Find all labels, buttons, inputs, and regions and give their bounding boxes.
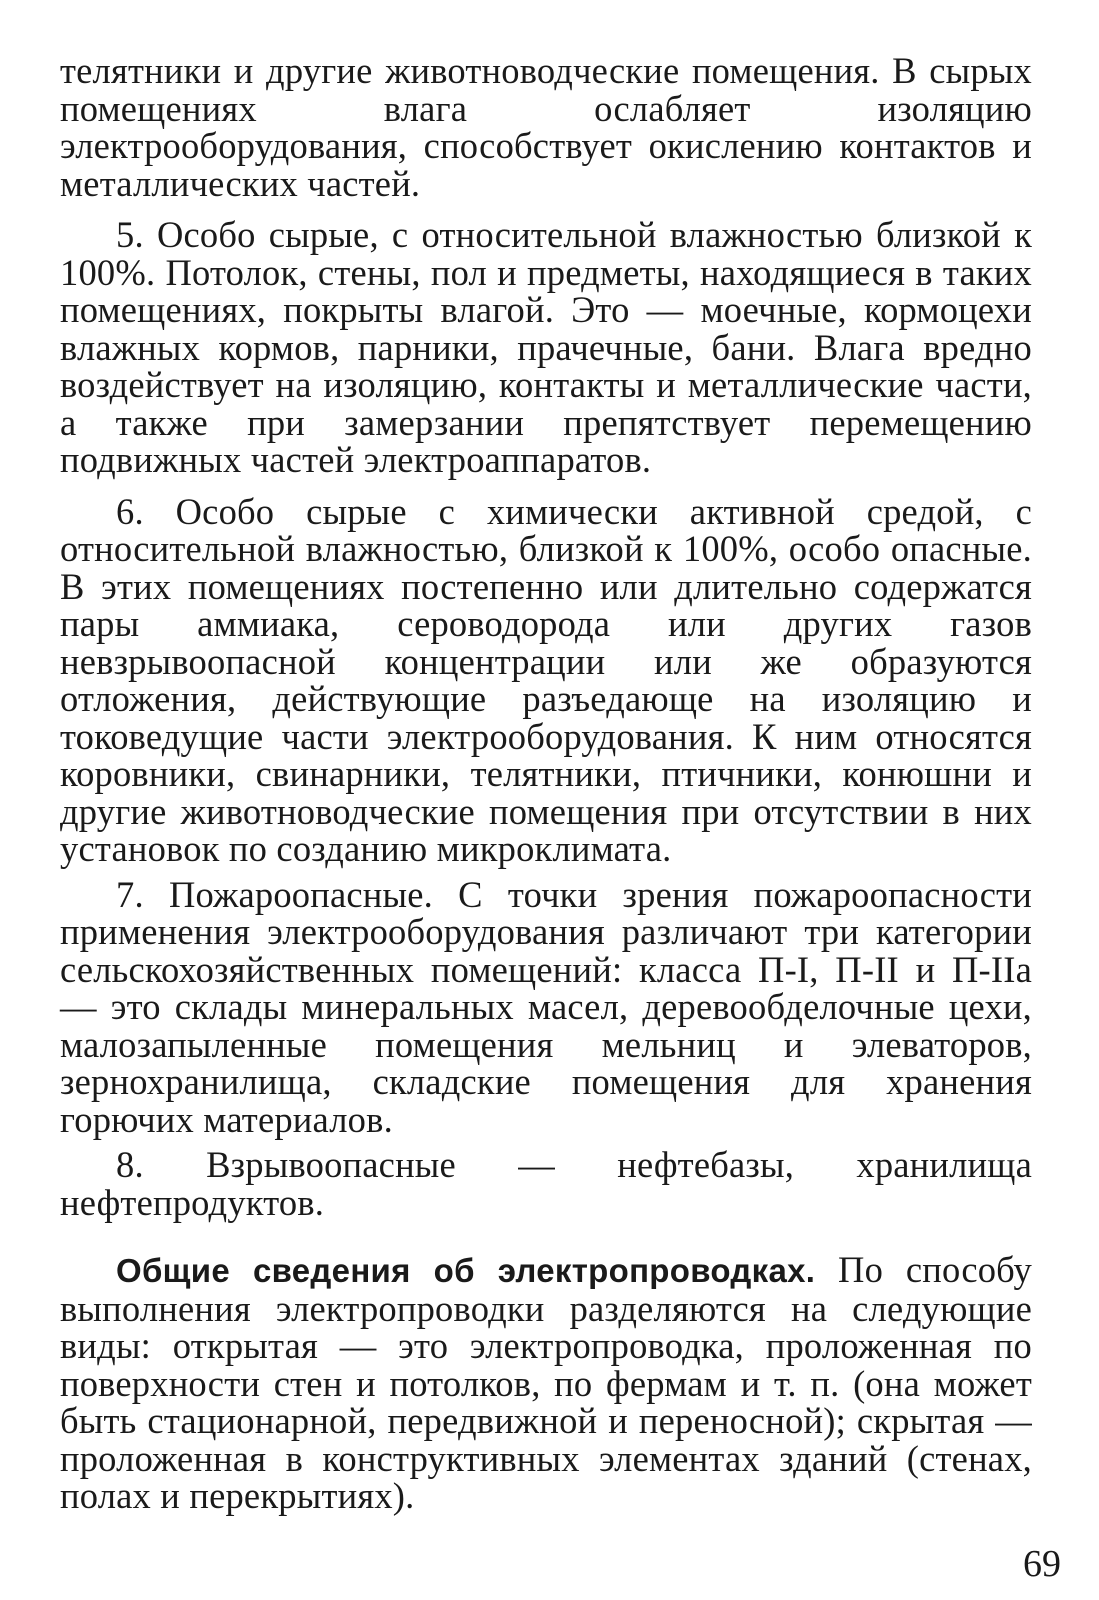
item-number: 5. [116, 214, 144, 255]
section-text: По способу выполнения электропроводки разделяются на следующие виды: открытая — это электропроводка, проложенная по поверхности стен и потолков, по фермам и т. п. (она может быть стационарной, передвижной и переносной); скрытая — проложенная в конструктивных элементах зданий (стенах, полах и перекрытиях). [60, 1249, 1032, 1516]
item-text: Взрывоопасные — нефтебазы, хранилища нефтепродуктов. [60, 1144, 1033, 1223]
page-number: 69 [1023, 1543, 1061, 1585]
item-number: 6. [116, 490, 144, 532]
list-item-7 [60, 873, 1032, 1140]
item-text: Особо сырые, с относительной влажностью близкой к 100%. Потолок, стены, пол и предметы, находящиеся в таких помещениях, покрыты влагой. Это — моечные, кормоцехи влажных кормов, парники, прачечные, бани. Влага вредно воздействует на изоляцию, контакты и металлические части, а также при замерзании препятствует перемещению подвижных частей электроаппаратов. [60, 214, 1033, 480]
paragraph-continuation [60, 52, 1032, 202]
section-heading: Общие сведения об электропроводках. [116, 1252, 816, 1289]
list-item-5 [60, 216, 1032, 479]
book-page [60, 52, 1032, 1552]
item-text: Пожароопасные. С точки зрения пожароопасности применения электрооборудования различают три категории сельскохозяйственных помещений: класса П-I, П-II и П-IIа — это склады минеральных масел, деревообделочные цехи, малозапыленные помещения мельниц и элеваторов, зернохранилища, складские помещения для хранения горючих материалов. [60, 873, 1032, 1140]
item-number: 8. [116, 1144, 144, 1185]
item-text: Особо сырые с химически активной средой, с относительной влажностью, близкой к 100%, особо опасные. В этих помещениях постепенно или длительно содержатся пары аммиака, сероводорода или других газов невзрывоопасной концентрации или же образуются отложения, действующие разъедающе на изоляцию и токоведущие части электрооборудования. К ним относятся коровники, свинарники, телятники, птичники, конюшни и другие животноводческие помещения при отсутствии в них установок по созданию микроклимата. [60, 490, 1032, 869]
list-item-6 [60, 490, 1032, 869]
section-paragraph [60, 1251, 1032, 1515]
paragraph-text: телятники и другие животноводческие помещения. В сырых помещениях влага ослабляет изоляцию электрооборудования, способствует окислению контактов и металлических частей. [60, 50, 1032, 204]
list-item-8 [60, 1146, 1032, 1221]
item-number: 7. [116, 873, 144, 915]
